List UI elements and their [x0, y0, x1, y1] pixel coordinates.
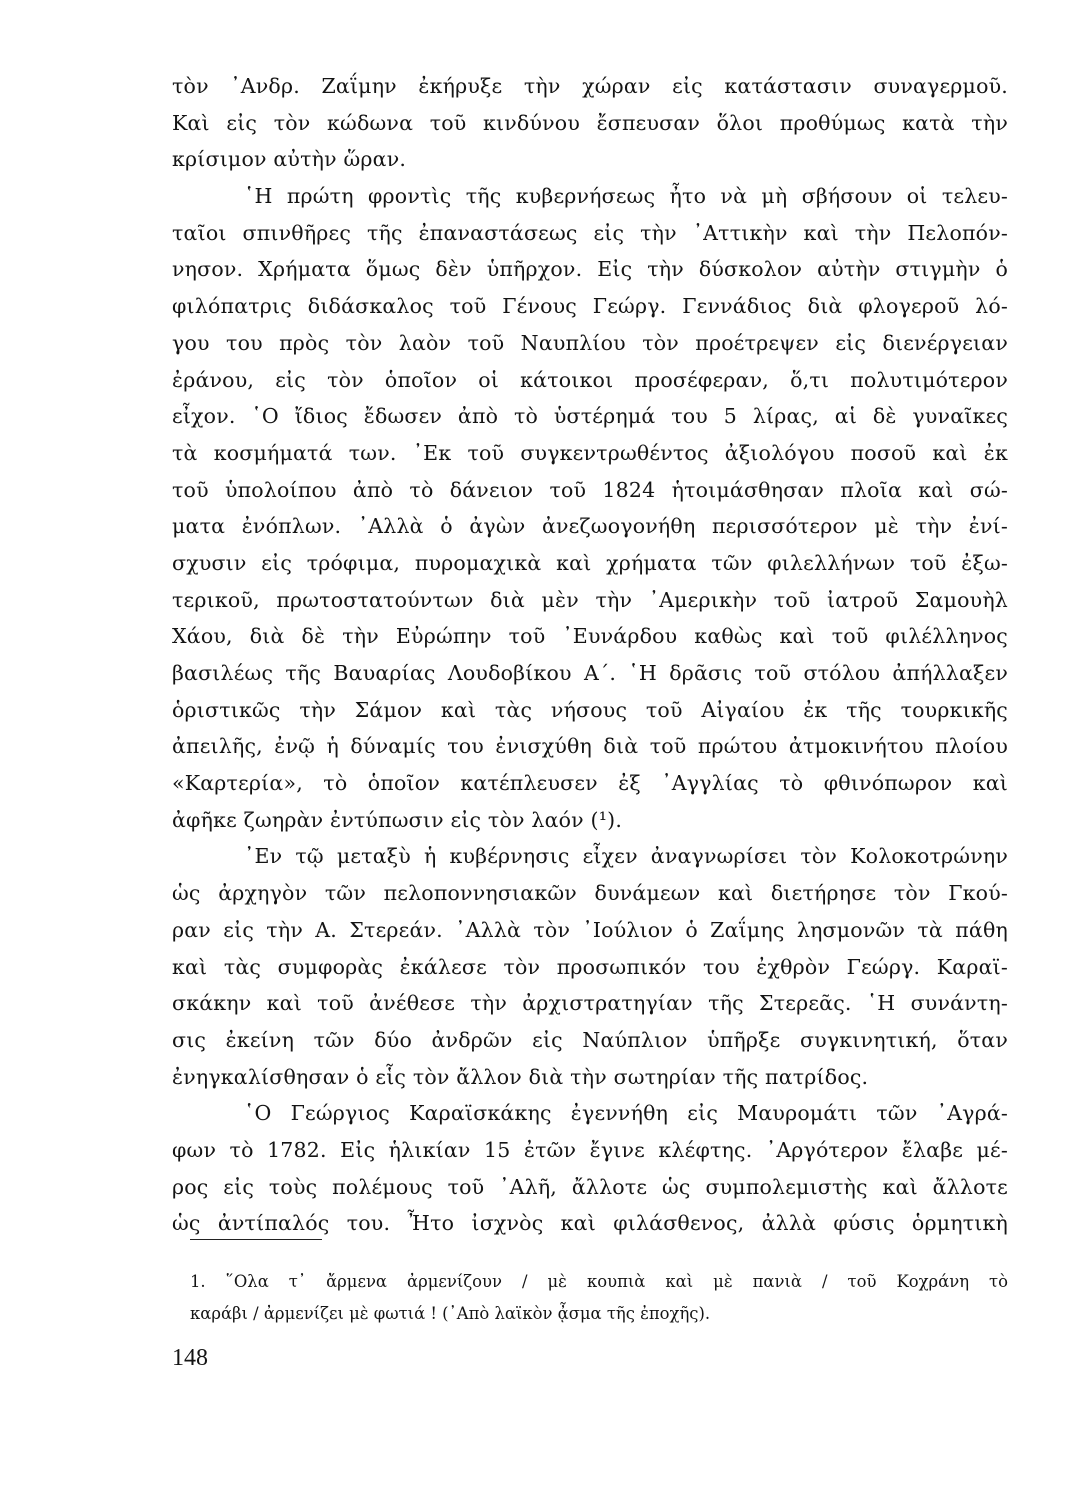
text-line: σκάκην καὶ τοῦ ἀνέθεσε τὴν ἀρχιστρατηγίαν τῆς Στερεᾶς. ῾Η συνάντη-	[172, 991, 1008, 1016]
text-line: σις ἐκείνη τῶν δύο ἀνδρῶν εἰς Ναύπλιον ὑπῆρξε συγκινητική, ὅταν	[172, 1027, 1008, 1052]
text-line: ἀφῆκε ζωηρὰν ἐντύπωσιν εἰς τὸν λαόν (¹).	[172, 807, 623, 832]
text-line: ρος εἰς τοὺς πολέμους τοῦ ᾿Αλῆ, ἄλλοτε ὡς συμπολεμιστὴς καὶ ἄλλοτε	[172, 1174, 1008, 1199]
text-line: τοῦ ὑπολοίπου ἀπὸ τὸ δάνειον τοῦ 1824 ἡτοιμάσθησαν πλοῖα καὶ σώ-	[172, 477, 1008, 502]
text-line: βασιλέως τῆς Βαυαρίας Λουδοβίκου Α΄. ῾Η δρᾶσις τοῦ στόλου ἀπήλλαξεν	[172, 661, 1008, 685]
text-line: γου του πρὸς τὸν λαὸν τοῦ Ναυπλίου τὸν προέτρεψεν εἰς διενέργειαν	[172, 330, 1008, 355]
text-line: ἐνηγκαλίσθησαν ὁ εἷς τὸν ἄλλον διὰ τὴν σωτηρίαν τῆς πατρίδος.	[172, 1064, 869, 1089]
text-line: ὁριστικῶς τὴν Σάμον καὶ τὰς νήσους τοῦ Αἰγαίου ἐκ τῆς τουρκικῆς	[172, 697, 1008, 722]
text-line: τερικοῦ, πρωτοστατούντων διὰ μὲν τὴν ᾿Αμερικὴν τοῦ ἰατροῦ Σαμουὴλ	[172, 587, 1008, 612]
footnote-line: καράβι / ἀρμενίζει μὲ φωτιά ! (᾿Απὸ λαϊκὸν ᾆσμα τῆς ἐποχῆς).	[190, 1304, 711, 1323]
footnote-line: 1. ῞Ολα τ᾿ ἄρμενα ἀρμενίζουν / μὲ κουπιὰ καὶ μὲ πανιὰ / τοῦ Κοχράνη τὸ	[190, 1272, 1008, 1291]
text-line: ῾Ο Γεώργιος Καραϊσκάκης ἐγεννήθη εἰς Μαυρομάτι τῶν ᾿Αγρά-	[244, 1101, 1008, 1126]
text-line: ὡς ἀρχηγὸν τῶν πελοποννησιακῶν δυνάμεων καὶ διετήρησε τὸν Γκού-	[172, 881, 1008, 906]
text-line: ταῖοι σπινθῆρες τῆς ἐπαναστάσεως εἰς τὴν ᾿Αττικὴν καὶ τὴν Πελοπόν-	[172, 220, 1008, 245]
text-line: ἐράνου, εἰς τὸν ὁποῖον οἱ κάτοικοι προσέφεραν, ὅ,τι πολυτιμότερον	[172, 367, 1008, 392]
text-line: Καὶ εἰς τὸν κώδωνα τοῦ κινδύνου ἔσπευσαν ὅλοι προθύμως κατὰ τὴν	[172, 110, 1008, 135]
footnote	[190, 1266, 1008, 1330]
footnote-divider	[190, 1239, 322, 1240]
body-text	[172, 68, 1008, 1242]
text-line: τὰ κοσμήματά των. ᾿Εκ τοῦ συγκεντρωθέντος ἀξιολόγου ποσοῦ καὶ ἐκ	[172, 440, 1008, 465]
text-line: ὡς ἀντίπαλός του. Ἦτο ἰσχνὸς καὶ φιλάσθενος, ἀλλὰ φύσις ὁρμητικὴ	[172, 1211, 1008, 1236]
text-line: φιλόπατρις διδάσκαλος τοῦ Γένους Γεώργ. Γεννάδιος διὰ φλογεροῦ λό-	[172, 294, 1008, 319]
text-line: κρίσιμον αὐτὴν ὥραν.	[172, 147, 407, 172]
text-line: ῾Η πρώτη φροντὶς τῆς κυβερνήσεως ἦτο νὰ μὴ σβήσουν οἱ τελευ-	[244, 184, 1008, 209]
text-line: σχυσιν εἰς τρόφιμα, πυρομαχικὰ καὶ χρήματα τῶν φιλελλήνων τοῦ ἐξω-	[172, 550, 1008, 575]
text-line: ἀπειλῆς, ἐνῷ ἡ δύναμίς του ἐνισχύθη διὰ τοῦ πρώτου ἀτμοκινήτου πλοίου	[172, 734, 1008, 759]
page-number: 148	[172, 1345, 208, 1371]
text-line: καὶ τὰς συμφορὰς ἐκάλεσε τὸν προσωπικόν του ἐχθρὸν Γεώργ. Καραϊ-	[172, 954, 1008, 979]
text-line: τὸν ᾿Ανδρ. Ζαΐμην ἐκήρυξε τὴν χώραν εἰς κατάστασιν συναγερμοῦ.	[172, 74, 1008, 98]
text-line: νησον. Χρήματα ὅμως δὲν ὑπῆρχον. Εἰς τὴν δύσκολον αὐτὴν στιγμὴν ὁ	[172, 257, 1008, 282]
text-line: φων τὸ 1782. Εἰς ἡλικίαν 15 ἐτῶν ἔγινε κλέφτης. ᾿Αργότερον ἔλαβε μέ-	[172, 1137, 1008, 1162]
text-line: Χάου, διὰ δὲ τὴν Εὐρώπην τοῦ ᾿Ευνάρδου καθὼς καὶ τοῦ φιλέλληνος	[172, 624, 1008, 649]
text-line: εἶχον. ῾Ο ἴδιος ἔδωσεν ἀπὸ τὸ ὑστέρημά του 5 λίρας, αἱ δὲ γυναῖκες	[172, 404, 1008, 429]
text-line: ραν εἰς τὴν Α. Στερεάν. ᾿Αλλὰ τὸν ᾿Ιούλιον ὁ Ζαΐμης λησμονῶν τὰ πάθη	[172, 917, 1008, 942]
text-line: ᾿Εν τῷ μεταξὺ ἡ κυβέρνησις εἶχεν ἀναγνωρίσει τὸν Κολοκοτρώνην	[244, 844, 1008, 869]
text-line: «Καρτερία», τὸ ὁποῖον κατέπλευσεν ἐξ ᾿Αγγλίας τὸ φθινόπωρον καὶ	[172, 771, 1008, 796]
text-line: ματα ἐνόπλων. ᾿Αλλὰ ὁ ἀγὼν ἀνεζωογονήθη περισσότερον μὲ τὴν ἐνί-	[172, 514, 1008, 539]
